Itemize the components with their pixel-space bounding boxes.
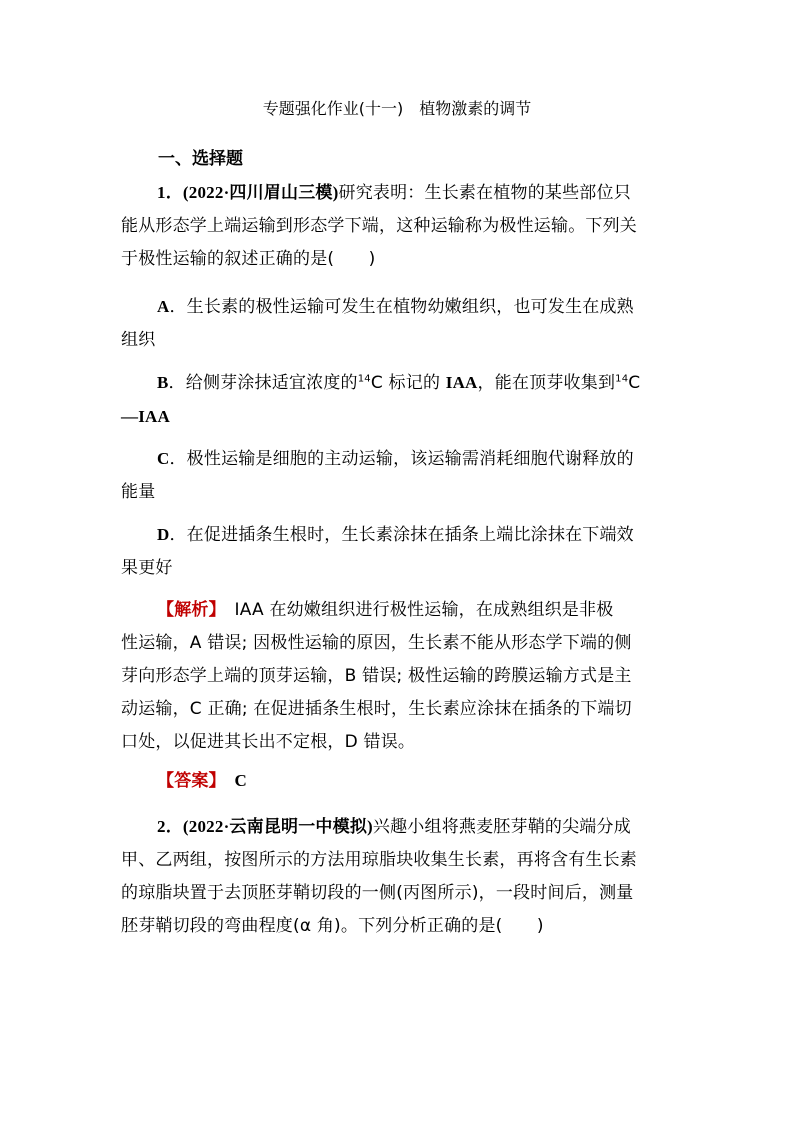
question-source: (2022·四川眉山三模) xyxy=(182,183,339,202)
option-c: C．极性运输是细胞的主动运输，该运输需消耗细胞代谢释放的 能量 xyxy=(121,449,634,502)
option-d: D．在促进插条生根时，生长素涂抹在插条上端比涂抹在下端效 果更好 xyxy=(121,525,634,578)
section-heading: 一、选择题 xyxy=(158,149,243,169)
question-number: 1． xyxy=(157,183,183,202)
analysis: 【解析】 IAA 在幼嫩组织进行极性运输，在成熟组织是非极 性运输，A 错误; 因极性运输的原因，生长素不能从形态学下端的侧 芽向形态学上端的顶芽运输，B 错误; 极性运输的跨膜运输方式是主 动运输，C 正确; 在促进插条生根时，生长素应涂抹在插条的下端切 口处，以促进其长出不定根，D 错误。 xyxy=(121,600,632,752)
option-b: B．给侧芽涂抹适宜浓度的$^{14}$C 标记的 IAA，能在顶芽收集到$^{14}$C —IAA xyxy=(121,373,641,426)
option-a: A．生长素的极性运输可发生在植物幼嫩组织，也可发生在成熟 组织 xyxy=(121,297,634,350)
answer-tag: 【答案】 xyxy=(157,771,218,791)
answer: 【答案】 C xyxy=(157,771,247,791)
page-title: 专题强化作业(十一) 植物激素的调节 xyxy=(262,99,532,118)
question-1-stem: 1．(2022·四川眉山三模)研究表明：生长素在植物的某些部位只 能从形态学上端运输到形态学下端，这种运输称为极性运输。下列关 于极性运输的叙述正确的是( ) xyxy=(121,183,637,269)
analysis-tag: 【解析】 xyxy=(157,600,218,620)
question-2-stem: 2．(2022·云南昆明一中模拟)兴趣小组将燕麦胚芽鞘的尖端分成 甲、乙两组，按图所示的方法用琼脂块收集生长素，再将含有生长素 的琼脂块置于去顶胚芽鞘切段的一侧(丙图所示)，一段时间后，测量 胚芽鞘切段的弯曲程度(α 角)。下列分析正确的是( ) xyxy=(121,817,637,936)
